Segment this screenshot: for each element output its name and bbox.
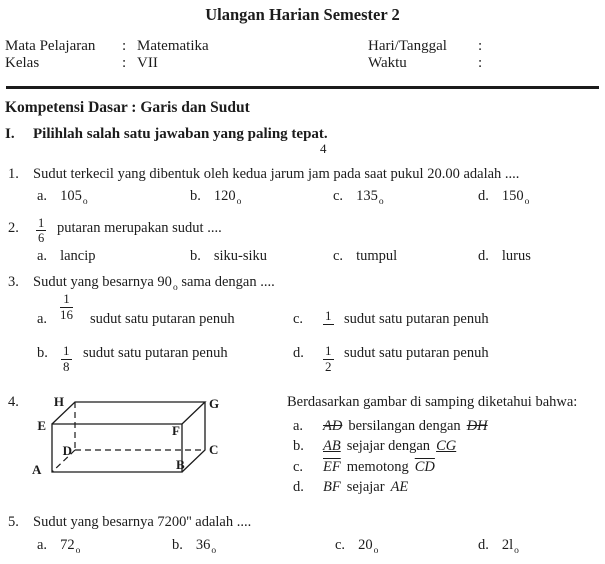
- q3-option-c-text: sudut satu putaran penuh: [344, 311, 489, 327]
- class-label: Kelas: [5, 55, 40, 71]
- q4-option-b-statement: [323, 438, 456, 455]
- degree-subscript: o: [514, 546, 519, 556]
- option-value: $36_o$: [195, 537, 217, 556]
- option-value: $2l_o$: [501, 537, 519, 556]
- q2-option-d: [478, 248, 531, 265]
- subject-label: Mata Pelajaran: [5, 38, 96, 54]
- q3-number: 3.: [8, 274, 19, 290]
- q3-text: Sudut yang besarnya $90_o$ sama dengan ....: [33, 274, 275, 293]
- option-value: $20_o$: [358, 537, 379, 556]
- option-letter: c.: [333, 248, 344, 264]
- class-colon: :: [122, 55, 127, 71]
- segment-name: AD: [323, 418, 343, 434]
- degree-subscript: o: [378, 197, 384, 207]
- q1-option-a: [37, 188, 88, 207]
- q4-option-c-letter: c.: [293, 459, 304, 475]
- segment-name: $\overline{EF}$: [323, 459, 341, 475]
- q3-option-c-letter: c.: [293, 311, 304, 327]
- q1-text: Sudut terkecil yang dibentuk oleh kedua jarum jam pada saat pukul 20.00 adalah ....: [33, 166, 520, 182]
- option-letter: d.: [478, 188, 489, 204]
- q1-option-b: [190, 188, 241, 207]
- q3-option-b-text: sudut satu putaran penuh: [83, 345, 228, 361]
- time-label: Waktu: [368, 55, 407, 71]
- q3-option-c-fraction: [323, 309, 334, 325]
- segment-name: $\overline{CD}$: [414, 459, 435, 475]
- option-letter: a.: [37, 188, 48, 204]
- q3-option-b-letter: b.: [37, 345, 48, 361]
- option-letter: b.: [190, 188, 201, 204]
- q3-option-d-text: sudut satu putaran penuh: [344, 345, 489, 361]
- fraction-numerator: 1: [325, 308, 332, 323]
- q4-option-c-statement: [323, 459, 435, 476]
- q5-option-b: [172, 537, 216, 556]
- q3-option-b-fraction: [61, 344, 72, 374]
- fraction-denominator: 6: [38, 231, 45, 245]
- q2-option-b: [190, 248, 267, 265]
- option-letter: b.: [190, 248, 201, 264]
- option-letter: c.: [333, 188, 344, 204]
- degree-subscript: o: [172, 283, 178, 293]
- option-letter: c.: [335, 537, 346, 553]
- vertex-label-G: G: [209, 396, 220, 411]
- degree-subscript: o: [82, 197, 88, 207]
- option-value: $120_o$: [213, 188, 242, 207]
- date-label: Hari/Tanggal: [368, 38, 447, 54]
- option-value: $72_o$: [60, 537, 81, 556]
- option-value: $150_o$: [501, 188, 530, 207]
- time-colon: :: [478, 55, 483, 71]
- degree-subscript: o: [524, 197, 530, 207]
- q4-intro: Berdasarkan gambar di samping diketahui bahwa:: [287, 394, 578, 410]
- q4-number: 4.: [8, 394, 19, 410]
- section-number: I.: [5, 126, 15, 142]
- option-value: lancip: [60, 248, 96, 264]
- q2-number: 2.: [8, 220, 19, 236]
- q5-number: 5.: [8, 514, 19, 530]
- degree-subscript: o: [75, 546, 81, 556]
- page-title: Ulangan Harian Semester 2: [205, 5, 400, 24]
- q2-option-a: [37, 248, 96, 265]
- option-value: $105_o$: [60, 188, 88, 207]
- relation-text: bersilangan dengan: [348, 418, 461, 434]
- q4-option-d-statement: [323, 479, 408, 496]
- option-letter: d.: [478, 537, 489, 553]
- q1-option-d: [478, 188, 529, 207]
- option-value: tumpul: [356, 248, 398, 264]
- fraction-numerator: 1: [38, 216, 45, 230]
- vertex-label-E: E: [37, 418, 46, 433]
- q3-option-d-letter: d.: [293, 345, 304, 361]
- segment-name: DH: [466, 418, 488, 434]
- option-letter: a.: [37, 248, 48, 264]
- segment-name: BF: [323, 479, 341, 495]
- segment-name: CG: [436, 438, 457, 454]
- kompetensi-heading: Kompetensi Dasar : Garis dan Sudut: [5, 99, 250, 116]
- header-divider: [6, 86, 599, 89]
- section-instruction: Pilihlah salah satu jawaban yang paling tepat.: [33, 126, 328, 142]
- q3-option-a-letter: a.: [37, 311, 48, 327]
- q5-option-c: [335, 537, 378, 556]
- degree-subscript: o: [211, 546, 217, 556]
- fraction-numerator: 1: [325, 343, 332, 358]
- subject-colon: :: [122, 38, 127, 54]
- option-value: $135_o$: [356, 188, 384, 207]
- vertex-label-F: F: [172, 423, 180, 438]
- date-colon: :: [478, 38, 483, 54]
- q4-option-d-letter: d.: [293, 479, 304, 495]
- fraction-denominator: 16: [60, 306, 73, 322]
- segment-name: AE: [390, 479, 409, 495]
- q2-fraction: [36, 216, 46, 245]
- segment-name: AB: [323, 438, 341, 454]
- q2-option-c: [333, 248, 397, 265]
- q4-option-a-statement: [323, 418, 488, 435]
- q5-option-d: [478, 537, 519, 556]
- q3-option-a-fraction: [60, 292, 73, 322]
- option-letter: b.: [172, 537, 183, 553]
- vertex-label-H: H: [53, 394, 64, 409]
- q4-option-b-letter: b.: [293, 438, 304, 454]
- degree-subscript: o: [373, 546, 379, 556]
- relation-text: sejajar dengan: [346, 438, 431, 454]
- q2-text: putaran merupakan sudut ....: [57, 220, 222, 236]
- q5-text: Sudut yang besarnya 7200'' adalah ....: [33, 514, 252, 530]
- fraction-denominator: 2: [325, 358, 332, 374]
- vertex-label-A: A: [32, 462, 42, 477]
- degree-subscript: o: [236, 197, 242, 207]
- q3-option-d-fraction: [323, 344, 334, 374]
- option-value: siku-siku: [213, 248, 268, 264]
- relation-text: sejajar: [346, 479, 385, 495]
- option-letter: d.: [478, 248, 489, 264]
- cuboid-figure: [28, 390, 243, 485]
- fraction-denominator: 8: [63, 358, 70, 374]
- vertex-label-D: D: [62, 443, 72, 458]
- relation-text: memotong: [346, 459, 409, 475]
- q1-number: 1.: [8, 166, 19, 182]
- vertex-label-C: C: [209, 442, 219, 457]
- vertex-label-B: B: [176, 457, 185, 472]
- q1-option-c: [333, 188, 384, 207]
- stray-character: 4: [320, 141, 327, 156]
- option-value: lurus: [501, 248, 531, 264]
- fraction-numerator: 1: [63, 343, 70, 358]
- q5-option-a: [37, 537, 80, 556]
- subject-value: Matematika: [137, 38, 209, 54]
- option-letter: a.: [37, 537, 48, 553]
- class-value: VII: [137, 55, 158, 71]
- q4-option-a-letter: a.: [293, 418, 304, 434]
- fraction-numerator: 1: [60, 292, 73, 308]
- q3-option-a-text: sudut satu putaran penuh: [90, 311, 235, 327]
